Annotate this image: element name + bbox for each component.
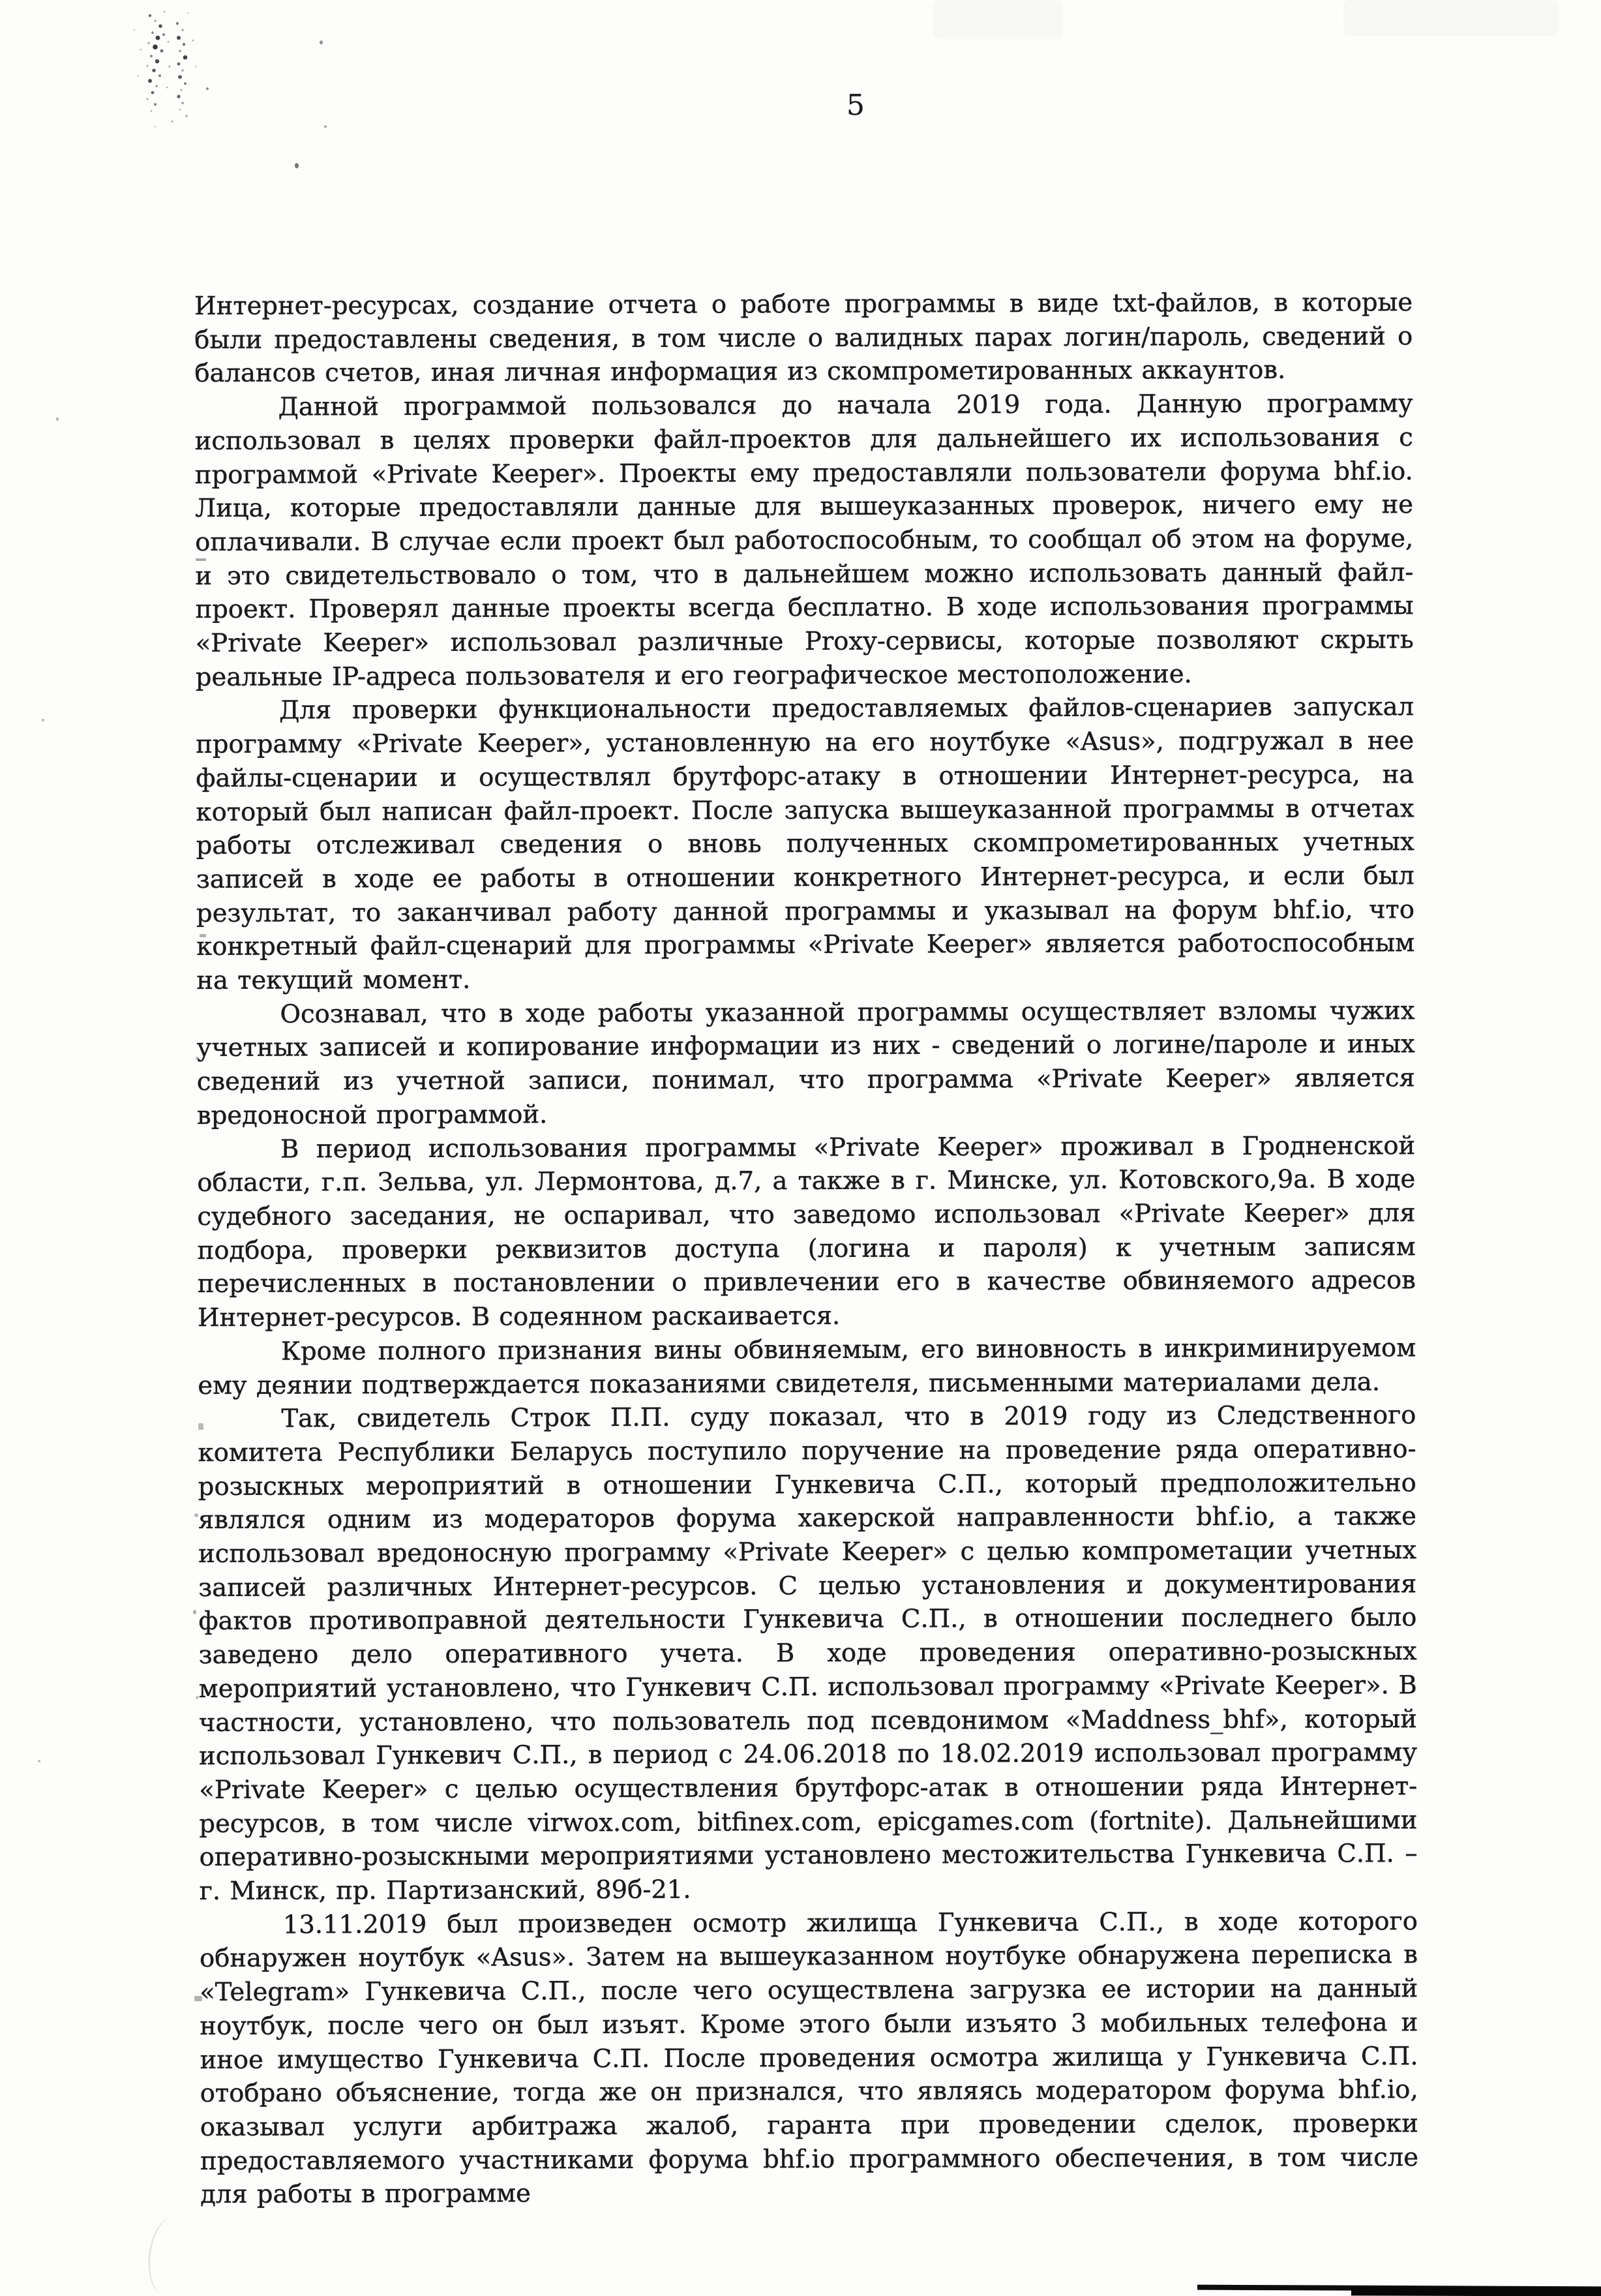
paper-tint-smudge <box>933 0 1063 39</box>
paragraph-1: Интернет-ресурсах, создание отчета о работе программы в виде txt-файлов, в которые были предоставлены сведения, в том числе о валидных парах логин/пароль, сведений о балансов счетов, иная личная информация из скомпрометированных аккаунтов. <box>194 288 1413 389</box>
scan-speck <box>56 417 59 421</box>
paragraph-7: Так, свидетель Строк П.П. суду показал, что в 2019 году из Следственного комитета Республики Беларусь поступило поручение на проведение ряда оперативно-розыскных мероприятий в отношении Гункевича С.П., который предположительно являлся одним из модераторов форума хакерской направленности bhf.io, а также использовал вредоносную программу «Private Keeper» с целью компрометации учетных записей различных Интернет-ресурсов. С целью установления и документирования фактов противоправной деятельности Гункевича С.П., в отношении последнего было заведено дело оперативного учета. В ходе проведения оперативно-розыскных мероприятий установлено, что Гункевич С.П. использовал программу «Private Keeper». В частности, установлено, что пользователь под псевдонимом «Maddness_bhf», который использовал Гункевич С.П., в период с 24.06.2018 по 18.02.2019 использовал программу «Private Keeper» с целью осуществления брутфорс-атак в отношении ряда Интернет-ресурсов, в том числе virwox.com, bitfinex.com, epicgames.com (fortnite). Дальнейшими оперативно-розыскными мероприятиями установлено местожительства Гункевича С.П. – г. Минск, пр. Партизанский, 89б-21. <box>198 1400 1418 1907</box>
paper-tint-smudge <box>1343 0 1559 36</box>
page-number: 5 <box>846 89 865 122</box>
scan-speck <box>38 1760 40 1762</box>
scan-speck <box>42 719 44 721</box>
paragraph-6: Кроме полного признания вины обвиняемым, его виновность в инкриминируемом ему деянии подтверждается показаниями свидетеля, письменными материалами дела. <box>198 1333 1416 1400</box>
paragraph-2: Данной программой пользовался до начала 2019 года. Данную программу использовал в целях проверки файл-проектов для дальнейшего их использования с программой «Private Keeper». Проекты ему предоставляли пользователи форума bhf.io. Лица, которые предоставляли данные для вышеуказанных проверок, ничего ему не оплачивали. В случае если проект был работоспособным, то сообщал об этом на форуме, и это свидетельствовало о том, что в дальнейшем можно использовать данный файл-проект. Проверял данные проекты всегда бесплатно. В ходе использования программы «Private Keeper» использовал различные Proxy-сервисы, которые позволяют скрыть реальные IP-адреса пользователя и его географическое местоположение. <box>194 389 1414 692</box>
scan-smudge <box>143 2214 195 2296</box>
document-text <box>194 286 1418 2212</box>
scan-speck <box>324 125 327 128</box>
scan-edge-artifact <box>1351 2287 1601 2296</box>
paragraph-5: В период использования программы «Private Keeper» проживал в Гродненской области, г.п. Зельва, ул. Лермонтова, д.7, а также в г. Минске, ул. Котовского,9а. В ходе судебного заседания, не оспаривал, что заведомо использовал «Private Keeper» для подбора, проверки реквизитов доступа (логина и пароля) к учетным записям перечисленных в постановлении о привлечении его в качестве обвиняемого адресов Интернет-ресурсов. В содеянном раскаивается. <box>197 1130 1416 1333</box>
scan-speck <box>295 163 299 168</box>
scan-speck <box>320 40 323 44</box>
ink-smudge <box>110 4 227 134</box>
paragraph-3: Для проверки функциональности предоставляемых файлов-сценариев запускал программу «Private Keeper», установленную на его ноутбуке «Asus», подгружал в нее файлы-сценарии и осуществлял брутфорс-атаку в отношении Интернет-ресурса, на который был написан файл-проект. После запуска вышеуказанной программы в отчетах работы отслеживал сведения о вновь полученных скомпрометированных учетных записей в ходе ее работы в отношении конкретного Интернет-ресурса, и если был результат, то заканчивал работу данной программы и указывал на форум bhf.io, что конкретный файл-сценарий для программы «Private Keeper» является работоспособным на текущий момент. <box>196 692 1415 996</box>
scan-speck <box>193 1610 196 1614</box>
paragraph-4: Осознавал, что в ходе работы указанной программы осуществляет взломы чужих учетных записей и копирование информации из них - сведений о логине/пароле и иных сведений из учетной записи, понимал, что программа «Private Keeper» является вредоносной программой. <box>196 995 1415 1130</box>
paragraph-8: 13.11.2019 был произведен осмотр жилища Гункевича С.П., в ходе которого обнаружен ноутбук «Asus». Затем на вышеуказанном ноутбуке обнаружена переписка в «Telegram» Гункевича С.П., после чего осуществлена загрузка ее истории на данный ноутбук, после чего он был изъят. Кроме этого были изъято 3 мобильных телефона и иное имущество Гункевича С.П. После проведения осмотра жилища у Гункевича С.П. отобрано объяснение, тогда же он признался, что являясь модератором форума bhf.io, оказывал услуги арбитража жалоб, гаранта при проведении сделок, проверки предоставляемого участниками форума bhf.io программного обеспечения, в том числе для работы в программе <box>199 1906 1419 2210</box>
